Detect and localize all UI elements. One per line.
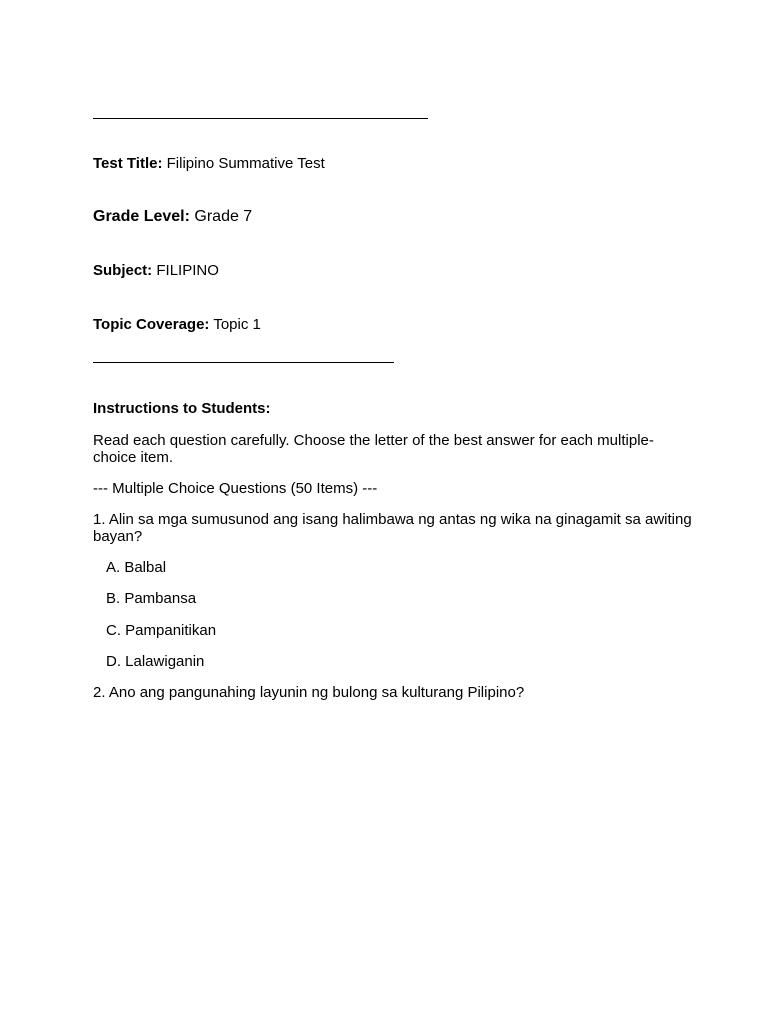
question-1-option-a: A. Balbal [106, 559, 167, 576]
test-title-label: Test Title: [93, 155, 163, 172]
topic-coverage-label: Topic Coverage: [93, 316, 210, 333]
grade-level-line [93, 208, 252, 226]
instructions-heading: Instructions to Students: [93, 400, 271, 417]
test-title-value: Filipino Summative Test [166, 155, 325, 172]
grade-level-value: Grade 7 [194, 208, 253, 225]
topic-coverage-value: Topic 1 [213, 316, 261, 333]
question-1-option-d: D. Lalawiganin [106, 653, 205, 670]
instructions-heading-line [93, 400, 271, 417]
question-1-text: 1. Alin sa mga sumusunod ang isang halimbawa ng antas ng wika na ginagamit sa awiting bayan? [93, 511, 692, 545]
subject-line [93, 262, 219, 279]
question-1-option-c: C. Pampanitikan [106, 622, 217, 639]
question-1-option-b: B. Pambansa [106, 590, 197, 607]
subject-label: Subject: [93, 262, 153, 279]
top-divider-line [93, 118, 428, 119]
section-title: --- Multiple Choice Questions (50 Items) --- [93, 480, 378, 497]
grade-level-label: Grade Level: [93, 208, 190, 225]
instructions-text: Read each question carefully. Choose the letter of the best answer for each multiple-choice item. [93, 432, 654, 466]
test-title-line [93, 155, 325, 172]
topic-coverage-line [93, 316, 261, 333]
middle-divider-line [93, 362, 394, 363]
question-2-text: 2. Ano ang pangunahing layunin ng bulong sa kulturang Pilipino? [93, 684, 525, 701]
subject-value: FILIPINO [156, 262, 219, 279]
